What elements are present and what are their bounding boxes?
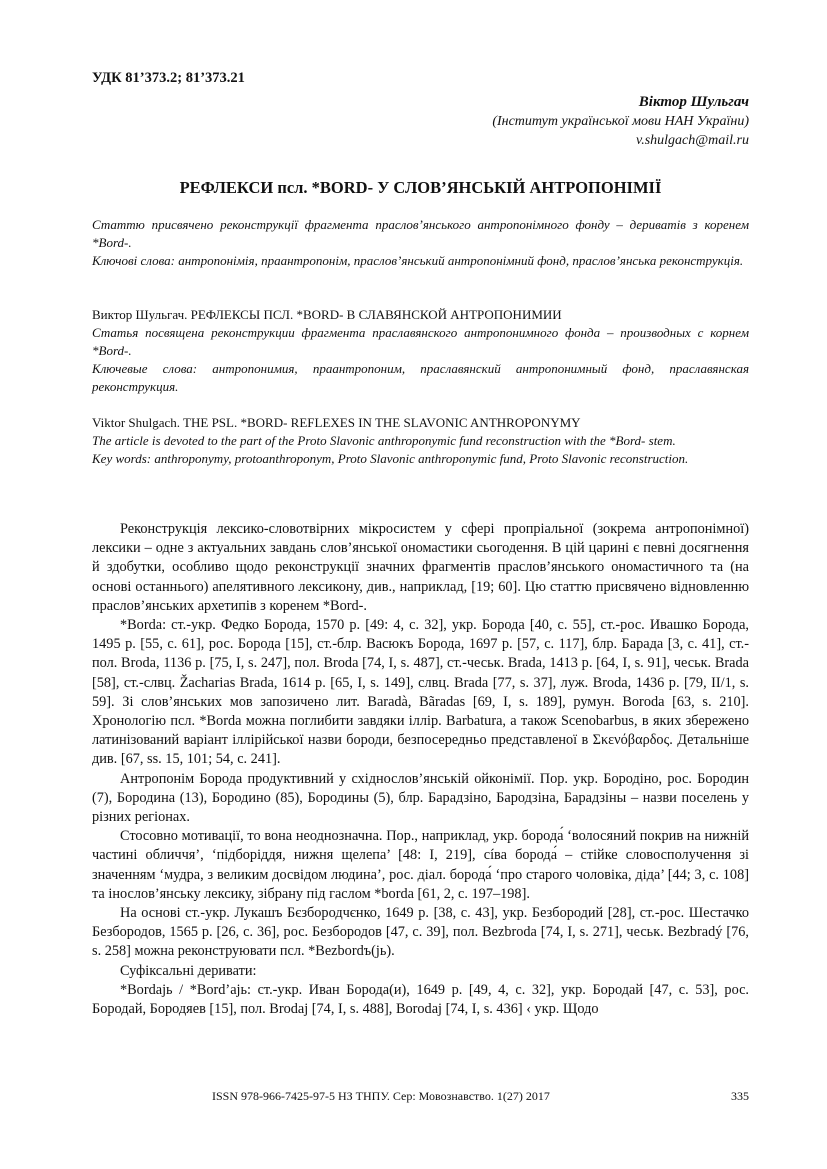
author-email: v.shulgach@mail.ru	[636, 133, 749, 148]
author-block	[492, 93, 749, 150]
body-paragraph-1: Реконструкція лексико-словотвірних мікросистем у сфері пропріальної (зокрема антропонімної) лексики – одне з актуальних завдань слов’янської ономастики сьогодення. В цій царині є певні досягнення й здобутки, особливо щодо реконструкції значних фрагментів праслов’янського ономастичного та (на основі останнього) апелятивного лексикону, див., наприклад, [19; 60]. Цю статтю присвячено відновленню праслов’янських архетипів з коренем *Bord-.	[92, 521, 749, 614]
abstract-ru-heading: Виктор Шульгач. РЕФЛЕКСЫ ПСЛ. *BORD- В СЛАВЯНСКОЙ АНТРОПОНИМИИ	[92, 307, 562, 322]
abstract-ukrainian	[92, 216, 749, 270]
author-affiliation: (Інститут української мови НАН України)	[492, 114, 749, 129]
article-body	[92, 520, 749, 1019]
abstract-en-text: The article is devoted to the part of the Proto Slavonic anthroponymic fund reconstruction with the *Bord- stem.	[92, 433, 676, 448]
abstract-en-keywords: Key words: anthroponymy, protoanthroponym, Proto Slavonic anthroponymic fund, Proto Slavonic reconstruction.	[92, 451, 689, 466]
body-paragraph-4: Стосовно мотивації, то вона неоднозначна. Пор., наприклад, укр. борода́ ‘волосяний покрив на нижній частині обличчя’, ‘підборіддя, нижня щелепа’ [48: I, 219], сíва борода́ – стійке словосполучення зі значенням ‘мудра, з великим досвідом людина’, рос. діал. борода́ ‘про старого чоловіка, діда’ [44; 3, с. 108] та інослов’янську лексику, зібрану під гаслом *borda [61, 2, с. 197–198].	[92, 828, 749, 902]
abstract-en-heading: Viktor Shulgach. THE PSL. *BORD- REFLEXES IN THE SLAVONIC ANTHROPONYMY	[92, 415, 581, 430]
page-number: 335	[731, 1089, 749, 1103]
udk-code: УДК 81’373.2; 81’373.21	[92, 70, 245, 86]
abstract-russian	[92, 306, 749, 396]
body-paragraph-3: Антропонім Борода продуктивний у східнослов’янській ойконімії. Пор. укр. Бородіно, рос. Бородин (7), Бородина (13), Бородино (85), Бородины (5), блр. Барадзіно, Бародзіна, Барадзіны – назви поселень у різних регіонах.	[92, 770, 749, 826]
article-title: РЕФЛЕКСИ псл. *BORD- У СЛОВ’ЯНСЬКІЙ АНТРОПОНІМІЇ	[179, 178, 662, 197]
body-paragraph-5: На основі ст.-укр. Лукашъ Бєзбородчєнко, 1649 р. [38, с. 43], укр. Безбородий [28], ст.-рос. Шестачко Безбородов, 1565 р. [26, с. 36], рос. Безбородов [47, с. 39], пол. Bezbroda [74, I, s. 271], чеськ. Bezbradý [76, s. 258] можна реконструювати псл. *Bezbordъ(jь).	[92, 905, 749, 960]
footer-issn: ISSN 978-966-7425-97-5 НЗ ТНПУ. Сер: Мовознавство. 1(27) 2017	[212, 1089, 550, 1103]
abstract-uk-text: Статтю присвячено реконструкції фрагмента праслов’янського антропонімного фонду – дериватів з коренем *Bord-.	[92, 217, 749, 250]
abstract-ru-text: Статья посвящена реконструкции фрагмента праславянского антропонимного фонда – производных с корнем *Bord-.	[92, 325, 749, 358]
abstract-ru-keywords: Ключевые слова: антропонимия, праантропоним, праславянский антропонимный фонд, праславянская реконструкция.	[92, 361, 749, 394]
body-paragraph-7: *Bordajь / *Bord’ajь: ст.-укр. Иван Борода(и), 1649 р. [49, 4, с. 32], укр. Бородай [47, с. 53], рос. Бородай, Бородяев [15], пол. Brodaj [74, I, s. 488], Borodaj [74, I, s. 436] ‹ укр. Щодо	[92, 981, 749, 1018]
abstract-uk-keywords: Ключові слова: антропонімія, праантропонім, праслов’янський антропонімний фонд, праслов’янська реконструкція.	[92, 253, 744, 268]
abstract-english	[92, 414, 749, 468]
body-paragraph-2: *Borda: ст.-укр. Федко Борода, 1570 р. [49: 4, с. 32], укр. Борода [40, с. 55], ст.-рос. Ивашко Борода, 1495 р. [55, с. 61], рос. Борода [15], ст.-блр. Васюкъ Борода, 1697 р. [57, с. 117], блр. Барада [3, с. 41], ст.-пол. Broda, 1136 р. [75, I, s. 247], пол. Broda [74, I, s. 487], ст.-чеськ. Brada, 1413 р. [64, I, s. 91], чеськ. Brada [58], ст.-слвц. Žacharias Brada, 1614 р. [65, I, s. 149], слвц. Brada [77, s. 37], луж. Broda, 1436 р. [79, II/1, s. 59]. Зі слов’янських мов запозичено лит. Baradà, Bãradas [69, I, s. 189], румун. Boroda [63, s. 210]. Хронологію псл. *Borda можна поглибити завдяки іллір. Barbatura, а також Scenobarbus, в яких збережено латинізований варіант іллірійської назви бороди, безпосередньо представленої в Σκενόβαρδος. Детальніше див. [67, ss. 15, 101; 54, с. 241].	[92, 617, 749, 768]
author-name: Віктор Шульгач	[638, 94, 749, 110]
body-paragraph-6: Суфіксальні деривати:	[120, 962, 257, 979]
